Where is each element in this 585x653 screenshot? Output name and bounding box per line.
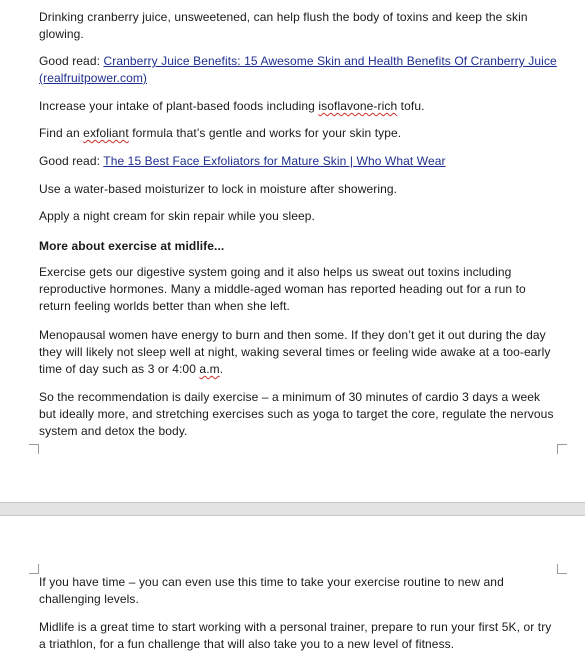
paragraph-exercise-routine: If you have time – you can even use this time to take your exercise routine to new and challenging levels. xyxy=(39,575,504,606)
link-cranberry-juice-benefits[interactable]: Cranberry Juice Benefits: 15 Awesome Skin and Health Benefits Of Cranberry Juice (realfruitpower.com) xyxy=(39,54,557,85)
margin-corner-mark-top-left xyxy=(29,564,39,574)
text-span: Increase your intake of plant-based foods including xyxy=(39,99,319,113)
paragraph-menopausal-energy xyxy=(39,327,559,378)
paragraph-night-cream: Apply a night cream for skin repair while you sleep. xyxy=(39,209,315,223)
good-read-label: Good read: xyxy=(39,54,104,68)
link-best-face-exfoliators[interactable]: The 15 Best Face Exfoliators for Mature Skin | Who What Wear xyxy=(103,154,446,168)
text-span: Find an xyxy=(39,126,84,140)
spellcheck-flag-exfoliant[interactable]: exfoliant xyxy=(83,126,129,140)
paragraph-midlife-personal-trainer: Midlife is a great time to start working with a personal trainer, prepare to run your first 5K, or try a triathlon, for a fun challenge that will also take you to a new level of fitness. xyxy=(39,620,552,651)
paragraph-good-read-exfoliators xyxy=(39,153,559,170)
spellcheck-flag-am[interactable]: a.m xyxy=(199,362,220,376)
text-span: tofu. xyxy=(397,99,425,113)
document-page-2 xyxy=(0,516,585,653)
page-break-gap xyxy=(0,502,585,516)
text-span: formula that’s gentle and works for your skin type. xyxy=(128,126,402,140)
paragraph-daily-exercise: So the recommendation is daily exercise – a minimum of 30 minutes of cardio 3 days a week but ideally more, and stretching exercises such as yoga to target the core, regulate the nervous system and detox the body. xyxy=(39,390,554,438)
text-span: Menopausal women have energy to burn and then some. If they don’t get it out during the day they will likely not sleep well at night, waking several times or feeling wide awake at a too-early time of day such as 3 or 4:00 xyxy=(39,328,551,376)
paragraph-exfoliant xyxy=(39,125,559,142)
paragraph-good-read-cranberry xyxy=(39,53,559,87)
section-heading-exercise-midlife: More about exercise at midlife... xyxy=(39,239,225,253)
paragraph-plant-based-foods xyxy=(39,98,559,115)
margin-corner-mark-bottom-left xyxy=(29,444,39,454)
spellcheck-flag-isoflavone[interactable]: isoflavone-rich xyxy=(318,99,398,113)
paragraph-moisturizer: Use a water-based moisturizer to lock in moisture after showering. xyxy=(39,182,398,196)
text-span: . xyxy=(219,362,224,376)
paragraph-exercise-digestive: Exercise gets our digestive system going and it also helps us sweat out toxins including reproductive hormones. Many a middle-aged woman has reported heading out for a run to return feeling worlds better than when she left. xyxy=(39,265,526,313)
paragraph-cranberry-juice: Drinking cranberry juice, unsweetened, can help flush the body of toxins and keep the skin glowing. xyxy=(39,10,528,41)
margin-corner-mark-top-right xyxy=(557,564,567,574)
good-read-label: Good read: xyxy=(39,154,104,168)
margin-corner-mark-bottom-right xyxy=(557,444,567,454)
